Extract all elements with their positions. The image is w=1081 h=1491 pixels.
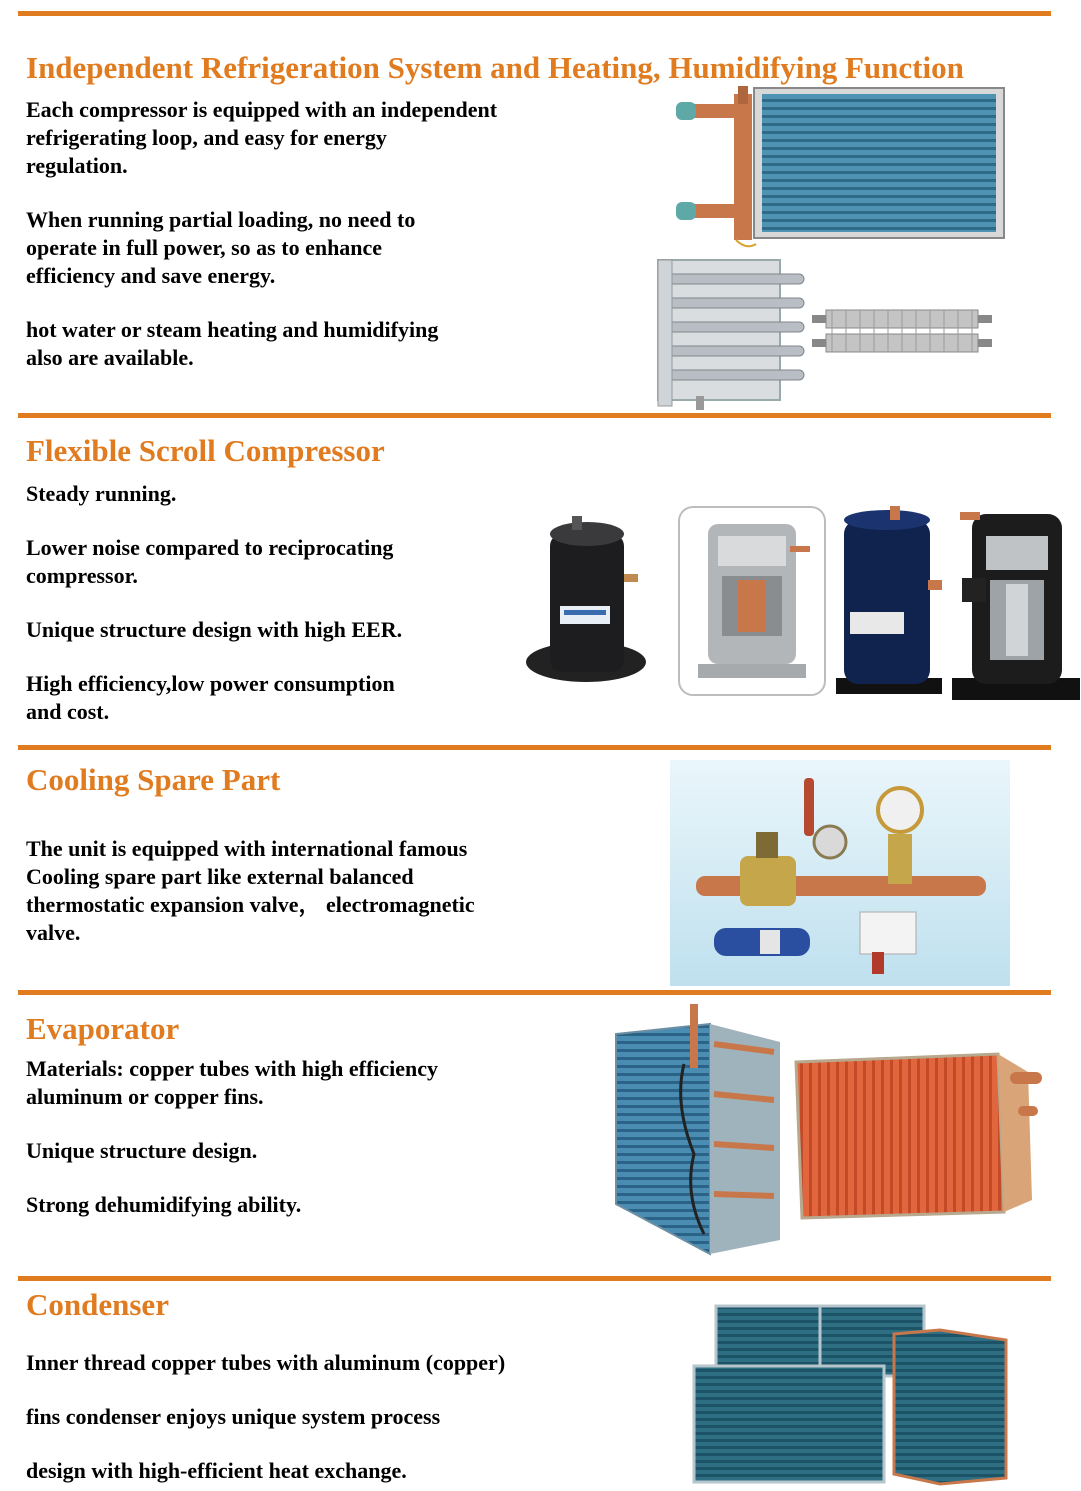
cooling-spare-parts-image bbox=[670, 760, 1010, 986]
evaporator-coil-copper-image bbox=[794, 1046, 1044, 1222]
section-title-compressor: Flexible Scroll Compressor bbox=[26, 433, 385, 468]
section-body-compressor bbox=[26, 480, 402, 726]
evaporator-coil-blue-image bbox=[614, 1004, 786, 1260]
paragraph: design with high-efficient heat exchange. bbox=[26, 1458, 407, 1483]
paragraph: Lower noise compared to reciprocating compressor. bbox=[26, 535, 394, 588]
paragraph: Strong dehumidifying ability. bbox=[26, 1192, 302, 1217]
paragraph: fins condenser enjoys unique system process bbox=[26, 1404, 441, 1429]
divider-3 bbox=[18, 990, 1051, 995]
paragraph: Inner thread copper tubes with aluminum (copper) bbox=[26, 1350, 506, 1375]
divider-top bbox=[18, 11, 1051, 16]
scroll-compressor-cutaway-image bbox=[678, 506, 826, 696]
section-title-evaporator: Evaporator bbox=[26, 1011, 180, 1046]
paragraph: When running partial loading, no need to operate in full power, so as to enhance efficiency and save energy. bbox=[26, 207, 416, 288]
finned-tube-heater-image bbox=[812, 306, 994, 358]
scroll-compressor-image-1 bbox=[524, 512, 650, 692]
electric-heater-image bbox=[654, 256, 814, 410]
heat-exchanger-coil-image bbox=[676, 86, 1008, 254]
section-title-refrigeration: Independent Refrigeration System and Heating, Humidifying Function bbox=[26, 50, 964, 85]
paragraph: Steady running. bbox=[26, 481, 177, 506]
divider-2 bbox=[18, 745, 1051, 750]
paragraph: Unique structure design with high EER. bbox=[26, 617, 403, 642]
section-body-condenser bbox=[26, 1349, 505, 1485]
section-title-condenser: Condenser bbox=[26, 1287, 169, 1322]
paragraph: High efficiency,low power consumption and cost. bbox=[26, 671, 395, 724]
section-title-spare-part: Cooling Spare Part bbox=[26, 762, 281, 797]
paragraph: Materials: copper tubes with high efficiency aluminum or copper fins. bbox=[26, 1056, 439, 1109]
divider-1 bbox=[18, 413, 1051, 418]
section-body-spare-part bbox=[26, 835, 475, 947]
paragraph: The unit is equipped with international famous Cooling spare part like external balanced thermostatic expansion valve， electromagnetic valve. bbox=[26, 836, 475, 945]
paragraph: hot water or steam heating and humidifying also are available. bbox=[26, 317, 439, 370]
condenser-coils-image bbox=[690, 1302, 1020, 1488]
divider-4 bbox=[18, 1276, 1051, 1281]
paragraph: Unique structure design. bbox=[26, 1138, 258, 1163]
section-body-refrigeration bbox=[26, 96, 497, 372]
section-body-evaporator bbox=[26, 1055, 438, 1219]
compressor-cutaway-image-2 bbox=[952, 504, 1080, 702]
scroll-compressor-image-2 bbox=[832, 506, 946, 698]
paragraph: Each compressor is equipped with an independent refrigerating loop, and easy for energy regulation. bbox=[26, 97, 498, 178]
